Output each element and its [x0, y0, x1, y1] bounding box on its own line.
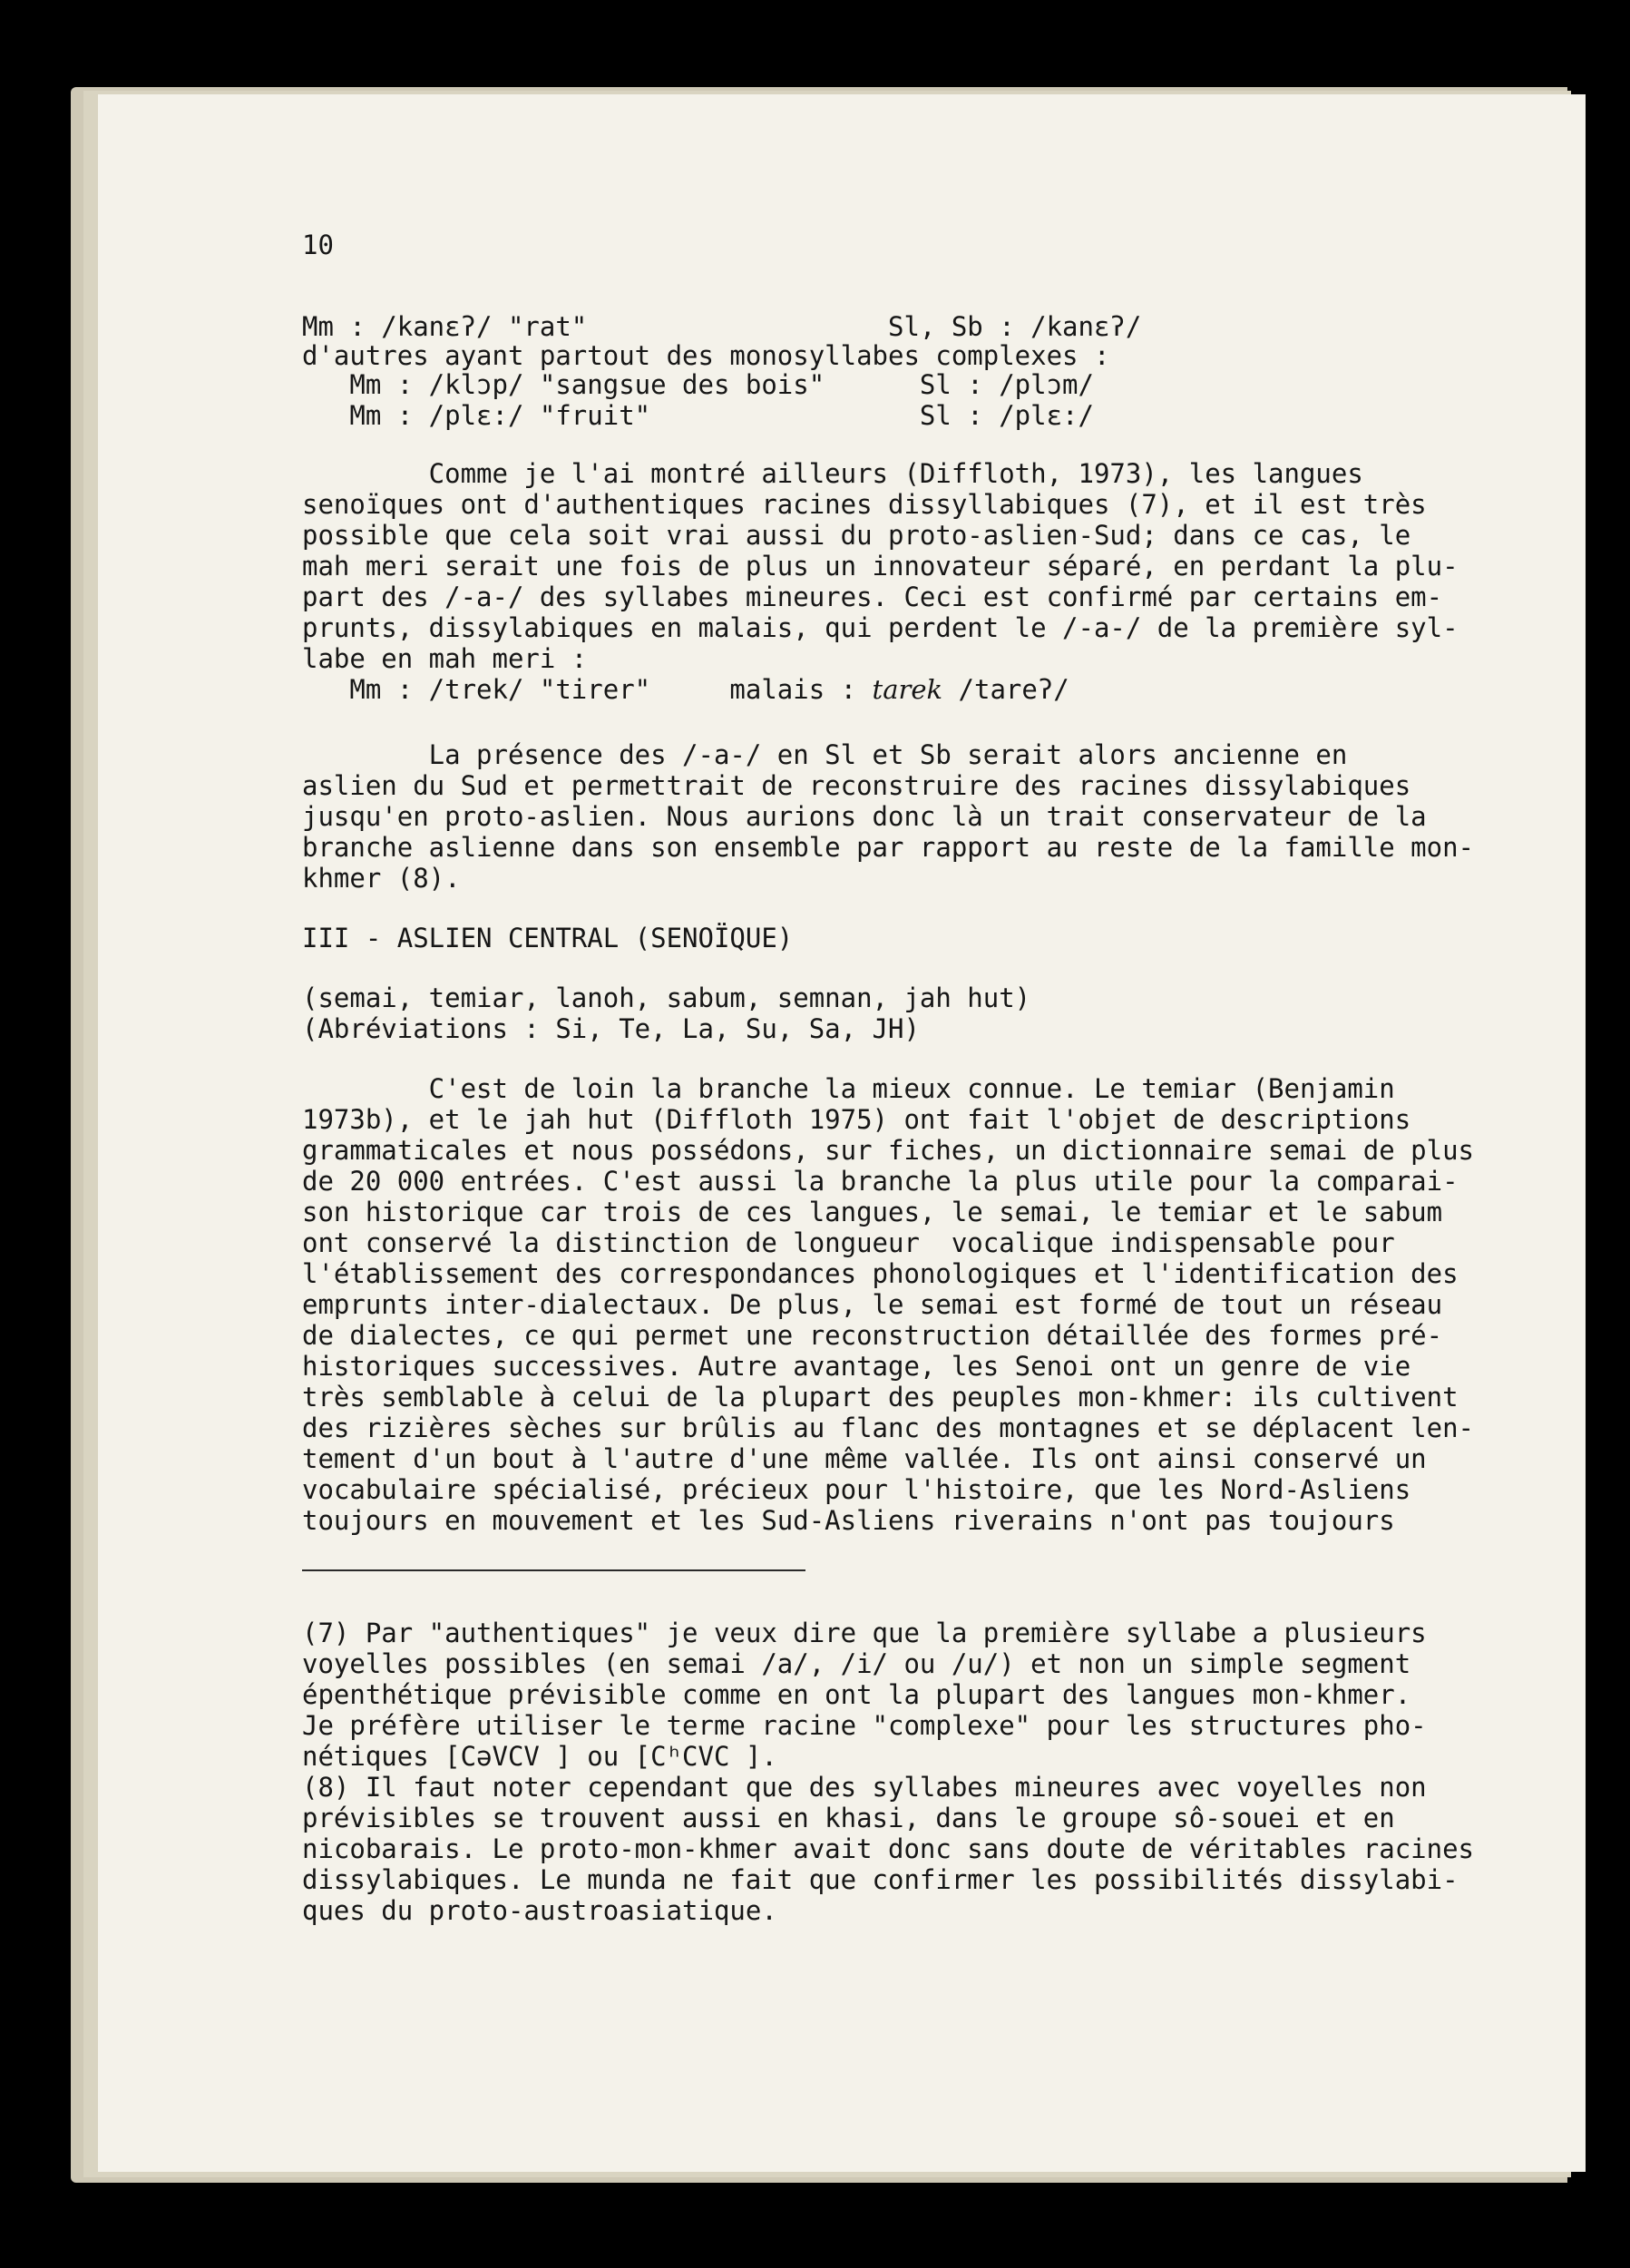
text-line: emprunts inter-dialectaux. De plus, le semai est formé de tout un réseau	[302, 1289, 1443, 1320]
footnote-line: prévisibles se trouvent aussi en khasi, dans le groupe sô-souei et en	[302, 1803, 1395, 1833]
text-line: Mm : /klɔp/ "sangsue des bois" Sl : /plɔm/	[302, 369, 1094, 400]
text-line: des rizières sèches sur brûlis au flanc des montagnes et se déplacent len-	[302, 1413, 1475, 1443]
footnote-line: épenthétique prévisible comme en ont la plupart des langues mon-khmer.	[302, 1679, 1411, 1710]
malay-example-line	[302, 671, 1069, 709]
page-number: 10	[302, 230, 334, 260]
footnote-line: voyelles possibles (en semai /a/, /i/ ou /u/) et non un simple segment	[302, 1648, 1411, 1679]
footnote-line: nétiques [CəVCV ] ou [CʰCVC ].	[302, 1741, 777, 1772]
footnote-line: Je préfère utiliser le terme racine "complexe" pour les structures pho-	[302, 1710, 1427, 1741]
text-line: vocabulaire spécialisé, précieux pour l'histoire, que les Nord-Asliens	[302, 1474, 1411, 1505]
text-line: mah meri serait une fois de plus un innovateur séparé, en perdant la plu-	[302, 551, 1459, 582]
languages-line: (semai, temiar, lanoh, sabum, semnan, jah hut)	[302, 982, 1031, 1013]
text-line: labe en mah meri :	[302, 643, 588, 674]
section-heading: III - ASLIEN CENTRAL (SENOÏQUE)	[302, 923, 794, 953]
malay-example-prefix: Mm : /trek/ "tirer" malais :	[302, 674, 873, 705]
footnote-line: ques du proto-austroasiatique.	[302, 1895, 777, 1926]
abbreviations-line: (Abréviations : Si, Te, La, Su, Sa, JH)	[302, 1013, 920, 1044]
text-line: Comme je l'ai montré ailleurs (Diffloth, 1973), les langues	[302, 458, 1363, 489]
text-line: toujours en mouvement et les Sud-Asliens riverains n'ont pas toujours	[302, 1505, 1395, 1536]
footnote-line: dissylabiques. Le munda ne fait que confirmer les possibilités dissylabi-	[302, 1864, 1459, 1895]
malay-example-suffix: /tareʔ/	[942, 674, 1069, 705]
text-line: khmer (8).	[302, 863, 461, 894]
text-line: part des /-a-/ des syllabes mineures. Ceci est confirmé par certains em-	[302, 582, 1443, 612]
text-line: son historique car trois de ces langues, le semai, le temiar et le sabum	[302, 1197, 1443, 1227]
text-line: aslien du Sud et permettrait de reconstruire des racines dissylabiques	[302, 770, 1411, 801]
text-line: senoïques ont d'authentiques racines dissyllabiques (7), et il est très	[302, 489, 1427, 520]
footnote-line: nicobarais. Le proto-mon-khmer avait donc sans doute de véritables racines	[302, 1833, 1475, 1864]
text-line: ont conservé la distinction de longueur vocalique indispensable pour	[302, 1227, 1395, 1258]
footnote-line: (8) Il faut noter cependant que des syllabes mineures avec voyelles non	[302, 1772, 1427, 1803]
text-line: 1973b), et le jah hut (Diffloth 1975) ont fait l'objet de descriptions	[302, 1104, 1411, 1135]
text-line: de dialectes, ce qui permet une reconstruction détaillée des formes pré-	[302, 1320, 1443, 1351]
text-line: historiques successives. Autre avantage, les Senoi ont un genre de vie	[302, 1351, 1411, 1382]
footnote-rule	[302, 1569, 805, 1571]
text-line: Mm : /plɛ:/ "fruit" Sl : /plɛ:/	[302, 400, 1094, 431]
text-line: C'est de loin la branche la mieux connue. Le temiar (Benjamin	[302, 1073, 1395, 1104]
text-line: l'établissement des correspondances phonologiques et l'identification des	[302, 1258, 1459, 1289]
text-line: branche aslienne dans son ensemble par rapport au reste de la famille mon-	[302, 832, 1475, 863]
footnote-line: (7) Par "authentiques" je veux dire que la première syllabe a plusieurs	[302, 1618, 1427, 1648]
text-line: possible que cela soit vrai aussi du proto-aslien-Sud; dans ce cas, le	[302, 520, 1411, 551]
text-line: tement d'un bout à l'autre d'une même vallée. Ils ont ainsi conservé un	[302, 1443, 1427, 1474]
malay-example-word: tarek	[872, 674, 943, 705]
text-line: d'autres ayant partout des monosyllabes complexes :	[302, 340, 1110, 371]
text-line: de 20 000 entrées. C'est aussi la branche la plus utile pour la comparai-	[302, 1166, 1459, 1197]
text-line: très semblable à celui de la plupart des peuples mon-khmer: ils cultivent	[302, 1382, 1459, 1413]
document-page	[98, 94, 1586, 2172]
text-line: prunts, dissylabiques en malais, qui perdent le /-a-/ de la première syl-	[302, 612, 1459, 643]
text-line: La présence des /-a-/ en Sl et Sb serait alors ancienne en	[302, 739, 1348, 770]
text-line: grammaticales et nous possédons, sur fiches, un dictionnaire semai de plus	[302, 1135, 1475, 1166]
text-line: Mm : /kanɛʔ/ "rat" Sl, Sb : /kanɛʔ/	[302, 311, 1142, 342]
text-line: jusqu'en proto-aslien. Nous aurions donc là un trait conservateur de la	[302, 801, 1427, 832]
